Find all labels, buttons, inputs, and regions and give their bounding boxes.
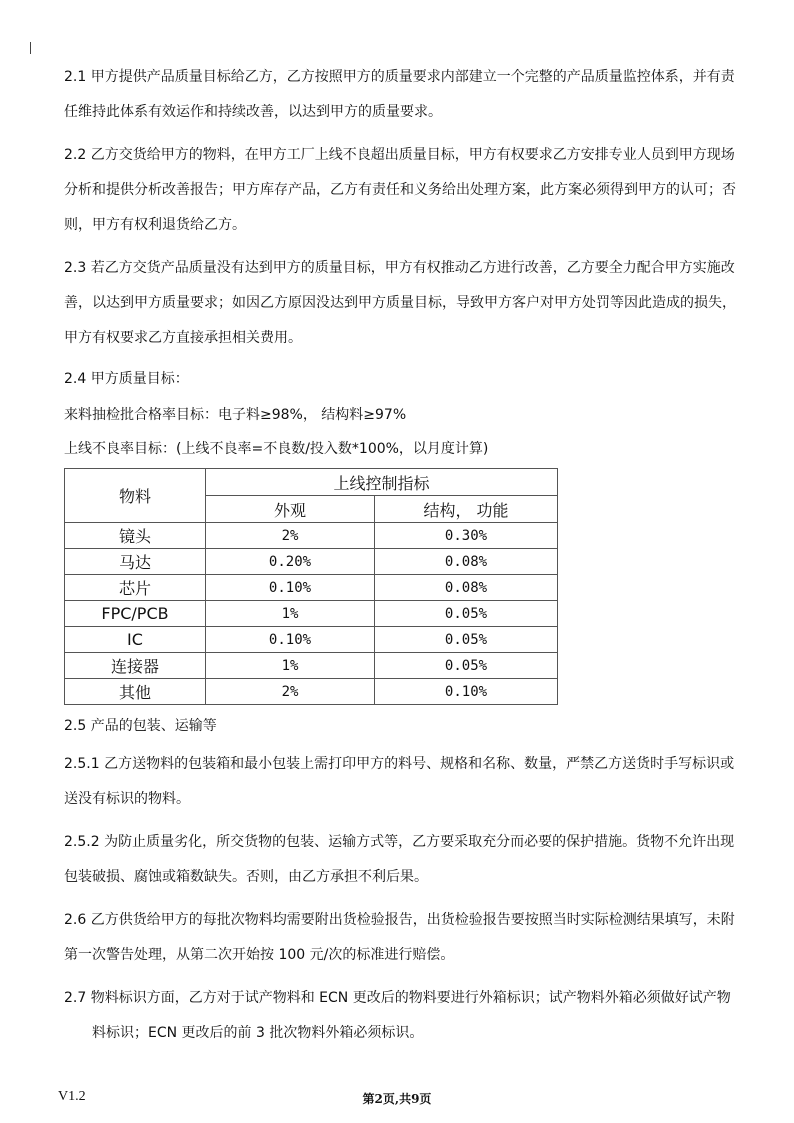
incoming-target: 来料抽检批合格率目标：电子料≥98%， 结构料≥97% xyxy=(64,407,407,423)
page-number: 第2页,共9页 xyxy=(362,1092,432,1106)
version-label: V1.2 xyxy=(58,1089,86,1104)
cell-structure: 0.08% xyxy=(375,575,558,601)
cell-material: 马达 xyxy=(65,549,206,575)
text-cursor xyxy=(30,42,31,54)
header-material: 物料 xyxy=(65,469,206,523)
online-target: 上线不良率目标：(上线不良率=不良数/投入数*100%，以月度计算) xyxy=(64,441,489,457)
table-row xyxy=(65,575,558,601)
cell-material: 其他 xyxy=(65,679,206,705)
header-appearance: 外观 xyxy=(206,496,375,523)
cell-structure: 0.05% xyxy=(375,653,558,679)
cell-appearance: 0.10% xyxy=(206,575,375,601)
cell-appearance: 2% xyxy=(206,523,375,549)
cell-structure: 0.30% xyxy=(375,523,558,549)
table-row xyxy=(65,549,558,575)
section-2-5: 2.5 产品的包装、运输等 xyxy=(64,718,217,734)
cell-structure: 0.08% xyxy=(375,549,558,575)
cell-structure: 0.05% xyxy=(375,601,558,627)
cell-material: 芯片 xyxy=(65,575,206,601)
header-online-control: 上线控制指标 xyxy=(206,469,558,496)
table-row xyxy=(65,523,558,549)
header-structure-function: 结构， 功能 xyxy=(375,496,558,523)
cell-material: FPC/PCB xyxy=(65,601,206,627)
cell-material: IC xyxy=(65,627,206,653)
section-2-7: 2.7 物料标识方面，乙方对于试产物料和 ECN 更改后的物料要进行外箱标识；试产物料外箱必须做好试产物料标识；ECN 更改后的前 3 批次物料外箱必须标识。 xyxy=(64,990,731,1041)
section-2-6: 2.6 乙方供货给甲方的每批次物料均需要附出货检验报告，出货检验报告要按照当时实际检测结果填写，未附第一次警告处理，从第二次开始按 100 元/次的标准进行赔偿。 xyxy=(64,912,735,963)
cell-structure: 0.10% xyxy=(375,679,558,705)
cell-material: 连接器 xyxy=(65,653,206,679)
table-row xyxy=(65,653,558,679)
cell-material: 镜头 xyxy=(65,523,206,549)
section-2-2: 2.2 乙方交货给甲方的物料，在甲方工厂上线不良超出质量目标，甲方有权要求乙方安排专业人员到甲方现场分析和提供分析改善报告；甲方库存产品，乙方有责任和义务给出处理方案，此方案必须得到甲方的认可；否则，甲方有权利退货给乙方。 xyxy=(64,147,736,233)
cell-appearance: 0.20% xyxy=(206,549,375,575)
quality-target-table xyxy=(64,468,558,705)
table-row xyxy=(65,627,558,653)
cell-appearance: 1% xyxy=(206,601,375,627)
table-row xyxy=(65,679,558,705)
section-2-4: 2.4 甲方质量目标： xyxy=(64,371,189,387)
document-body xyxy=(64,60,744,1059)
section-2-5-2: 2.5.2 为防止质量劣化，所交货物的包装、运输方式等，乙方要采取充分而必要的保护措施。货物不允许出现包装破损、腐蚀或箱数缺失。否则，由乙方承担不利后果。 xyxy=(64,834,735,885)
cell-structure: 0.05% xyxy=(375,627,558,653)
table-row xyxy=(65,601,558,627)
section-2-5-1: 2.5.1 乙方送物料的包装箱和最小包装上需打印甲方的料号、规格和名称、数量，严禁乙方送货时手写标识或送没有标识的物料。 xyxy=(64,756,735,807)
section-2-3: 2.3 若乙方交货产品质量没有达到甲方的质量目标，甲方有权推动乙方进行改善，乙方要全力配合甲方实施改善，以达到甲方质量要求；如因乙方原因没达到甲方质量目标，导致甲方客户对甲方处罚等因此造成的损失，甲方有权要求乙方直接承担相关费用。 xyxy=(64,260,736,346)
section-2-1: 2.1 甲方提供产品质量目标给乙方，乙方按照甲方的质量要求内部建立一个完整的产品质量监控体系，并有责任维持此体系有效运作和持续改善，以达到甲方的质量要求。 xyxy=(64,69,735,120)
cell-appearance: 1% xyxy=(206,653,375,679)
cell-appearance: 0.10% xyxy=(206,627,375,653)
cell-appearance: 2% xyxy=(206,679,375,705)
